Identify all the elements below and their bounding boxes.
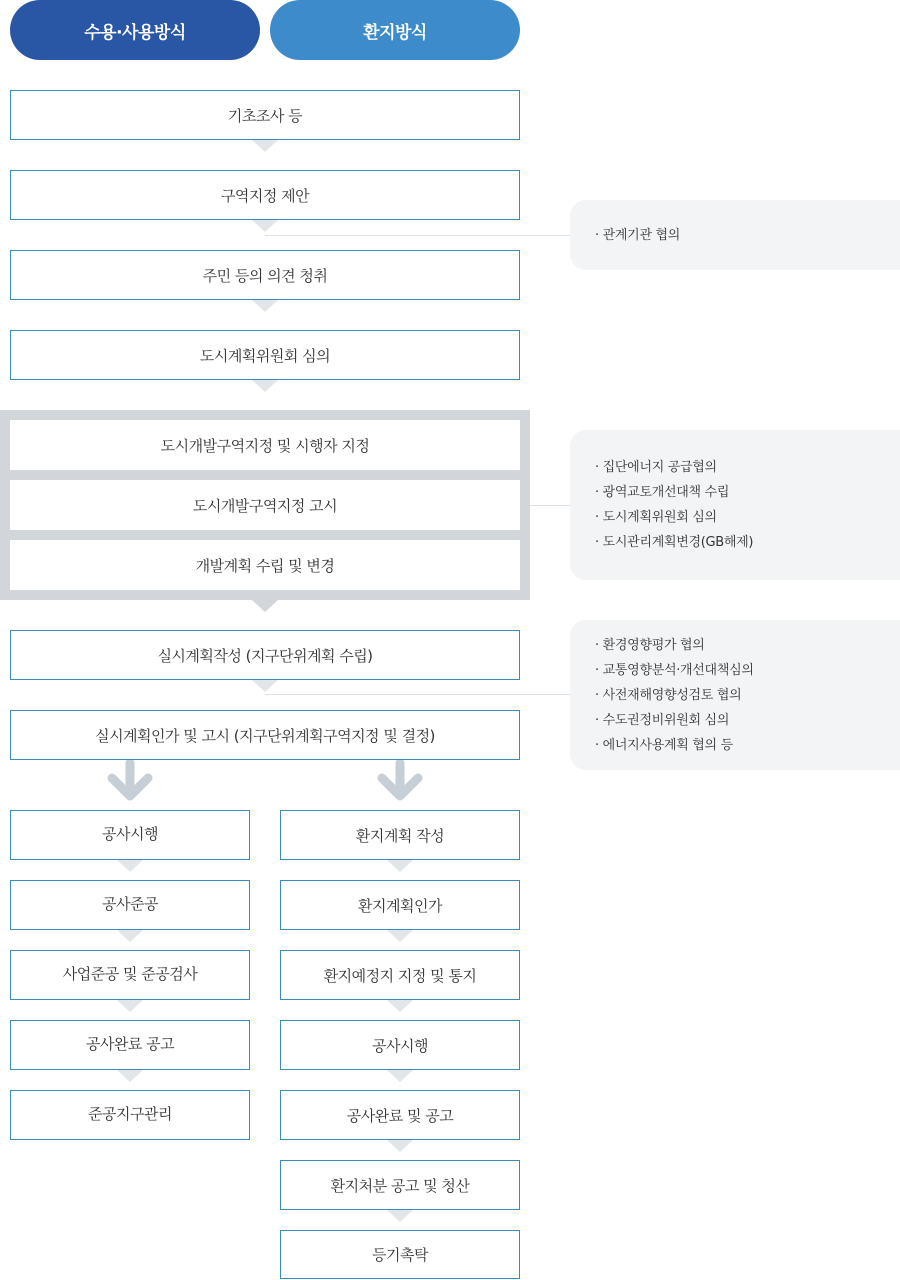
chevron-down-icon <box>117 1070 143 1082</box>
note-item: · 도시관리계획변경(GB해제) <box>595 535 754 550</box>
step-zone-designation: 도시개발구역지정 및 시행자 지정 <box>10 420 520 470</box>
chevron-down-icon <box>387 1070 413 1082</box>
left-step-inspection: 사업준공 및 준공검사 <box>10 950 250 1000</box>
note-item: · 관계기관 협의 <box>595 227 681 243</box>
right-step-plan-drafting: 환지계획 작성 <box>280 810 520 860</box>
step-committee-review: 도시계획위원회 심의 <box>10 330 520 380</box>
step-public-hearing: 주민 등의 의견 청취 <box>10 250 520 300</box>
chevron-down-icon <box>252 680 278 692</box>
chevron-down-icon <box>252 140 278 152</box>
left-step-district-management: 준공지구관리 <box>10 1090 250 1140</box>
chevron-down-icon <box>117 1000 143 1012</box>
chevron-down-icon <box>117 930 143 942</box>
chevron-down-icon <box>387 1140 413 1152</box>
arrow-down-icon <box>104 760 156 802</box>
right-step-plan-approval: 환지계획인가 <box>280 880 520 930</box>
step-plan-change: 개발계획 수립 및 변경 <box>10 540 520 590</box>
step-implementation-approval: 실시계획인가 및 고시 (지구단위계획구역지정 및 결정) <box>10 710 520 760</box>
connector-line <box>265 694 570 695</box>
connector-line <box>530 505 570 506</box>
right-step-disposition: 환지처분 공고 및 청산 <box>280 1160 520 1210</box>
chevron-down-icon <box>387 860 413 872</box>
step-basic-survey: 기초조사 등 <box>10 90 520 140</box>
note-item: · 에너지사용계획 협의 등 <box>595 737 733 753</box>
note-item: · 수도권정비위원회 심의 <box>595 712 730 728</box>
note-plan-reviews <box>570 620 900 770</box>
connector-line <box>265 235 570 236</box>
tab-expropriation[interactable]: 수용·사용방식 <box>10 0 260 60</box>
note-item: · 환경영향평가 협의 <box>595 637 705 653</box>
step-zone-notice: 도시개발구역지정 고시 <box>10 480 520 530</box>
chevron-down-icon <box>252 220 278 232</box>
chevron-down-icon <box>387 1000 413 1012</box>
note-consultation <box>570 200 900 270</box>
chevron-down-icon <box>387 1210 413 1222</box>
chevron-down-icon <box>387 930 413 942</box>
right-step-registration: 등기촉탁 <box>280 1230 520 1279</box>
note-item: · 교통영향분석·개선대책심의 <box>595 662 754 678</box>
left-step-construction: 공사시행 <box>10 810 250 860</box>
right-step-site-designation: 환지예정지 지정 및 통지 <box>280 950 520 1000</box>
right-step-construction: 공사시행 <box>280 1020 520 1070</box>
note-designation-reviews <box>570 430 900 580</box>
chevron-down-icon <box>252 300 278 312</box>
note-item: · 사전재해영향성검토 협의 <box>595 687 742 703</box>
chevron-down-icon <box>117 860 143 872</box>
chevron-down-icon <box>252 600 278 612</box>
note-item: · 집단에너지 공급협의 <box>595 460 717 475</box>
note-item: · 도시계획위원회 심의 <box>595 510 717 525</box>
arrow-down-icon <box>374 760 426 802</box>
step-implementation-plan: 실시계획작성 (지구단위계획 수립) <box>10 630 520 680</box>
chevron-down-icon <box>252 380 278 392</box>
left-step-completion: 공사준공 <box>10 880 250 930</box>
note-item: · 광역교토개선대책 수립 <box>595 485 730 500</box>
left-step-completion-notice: 공사완료 공고 <box>10 1020 250 1070</box>
tab-replotting[interactable]: 환지방식 <box>270 0 520 60</box>
right-step-completion-notice: 공사완료 및 공고 <box>280 1090 520 1140</box>
step-zone-proposal: 구역지정 제안 <box>10 170 520 220</box>
